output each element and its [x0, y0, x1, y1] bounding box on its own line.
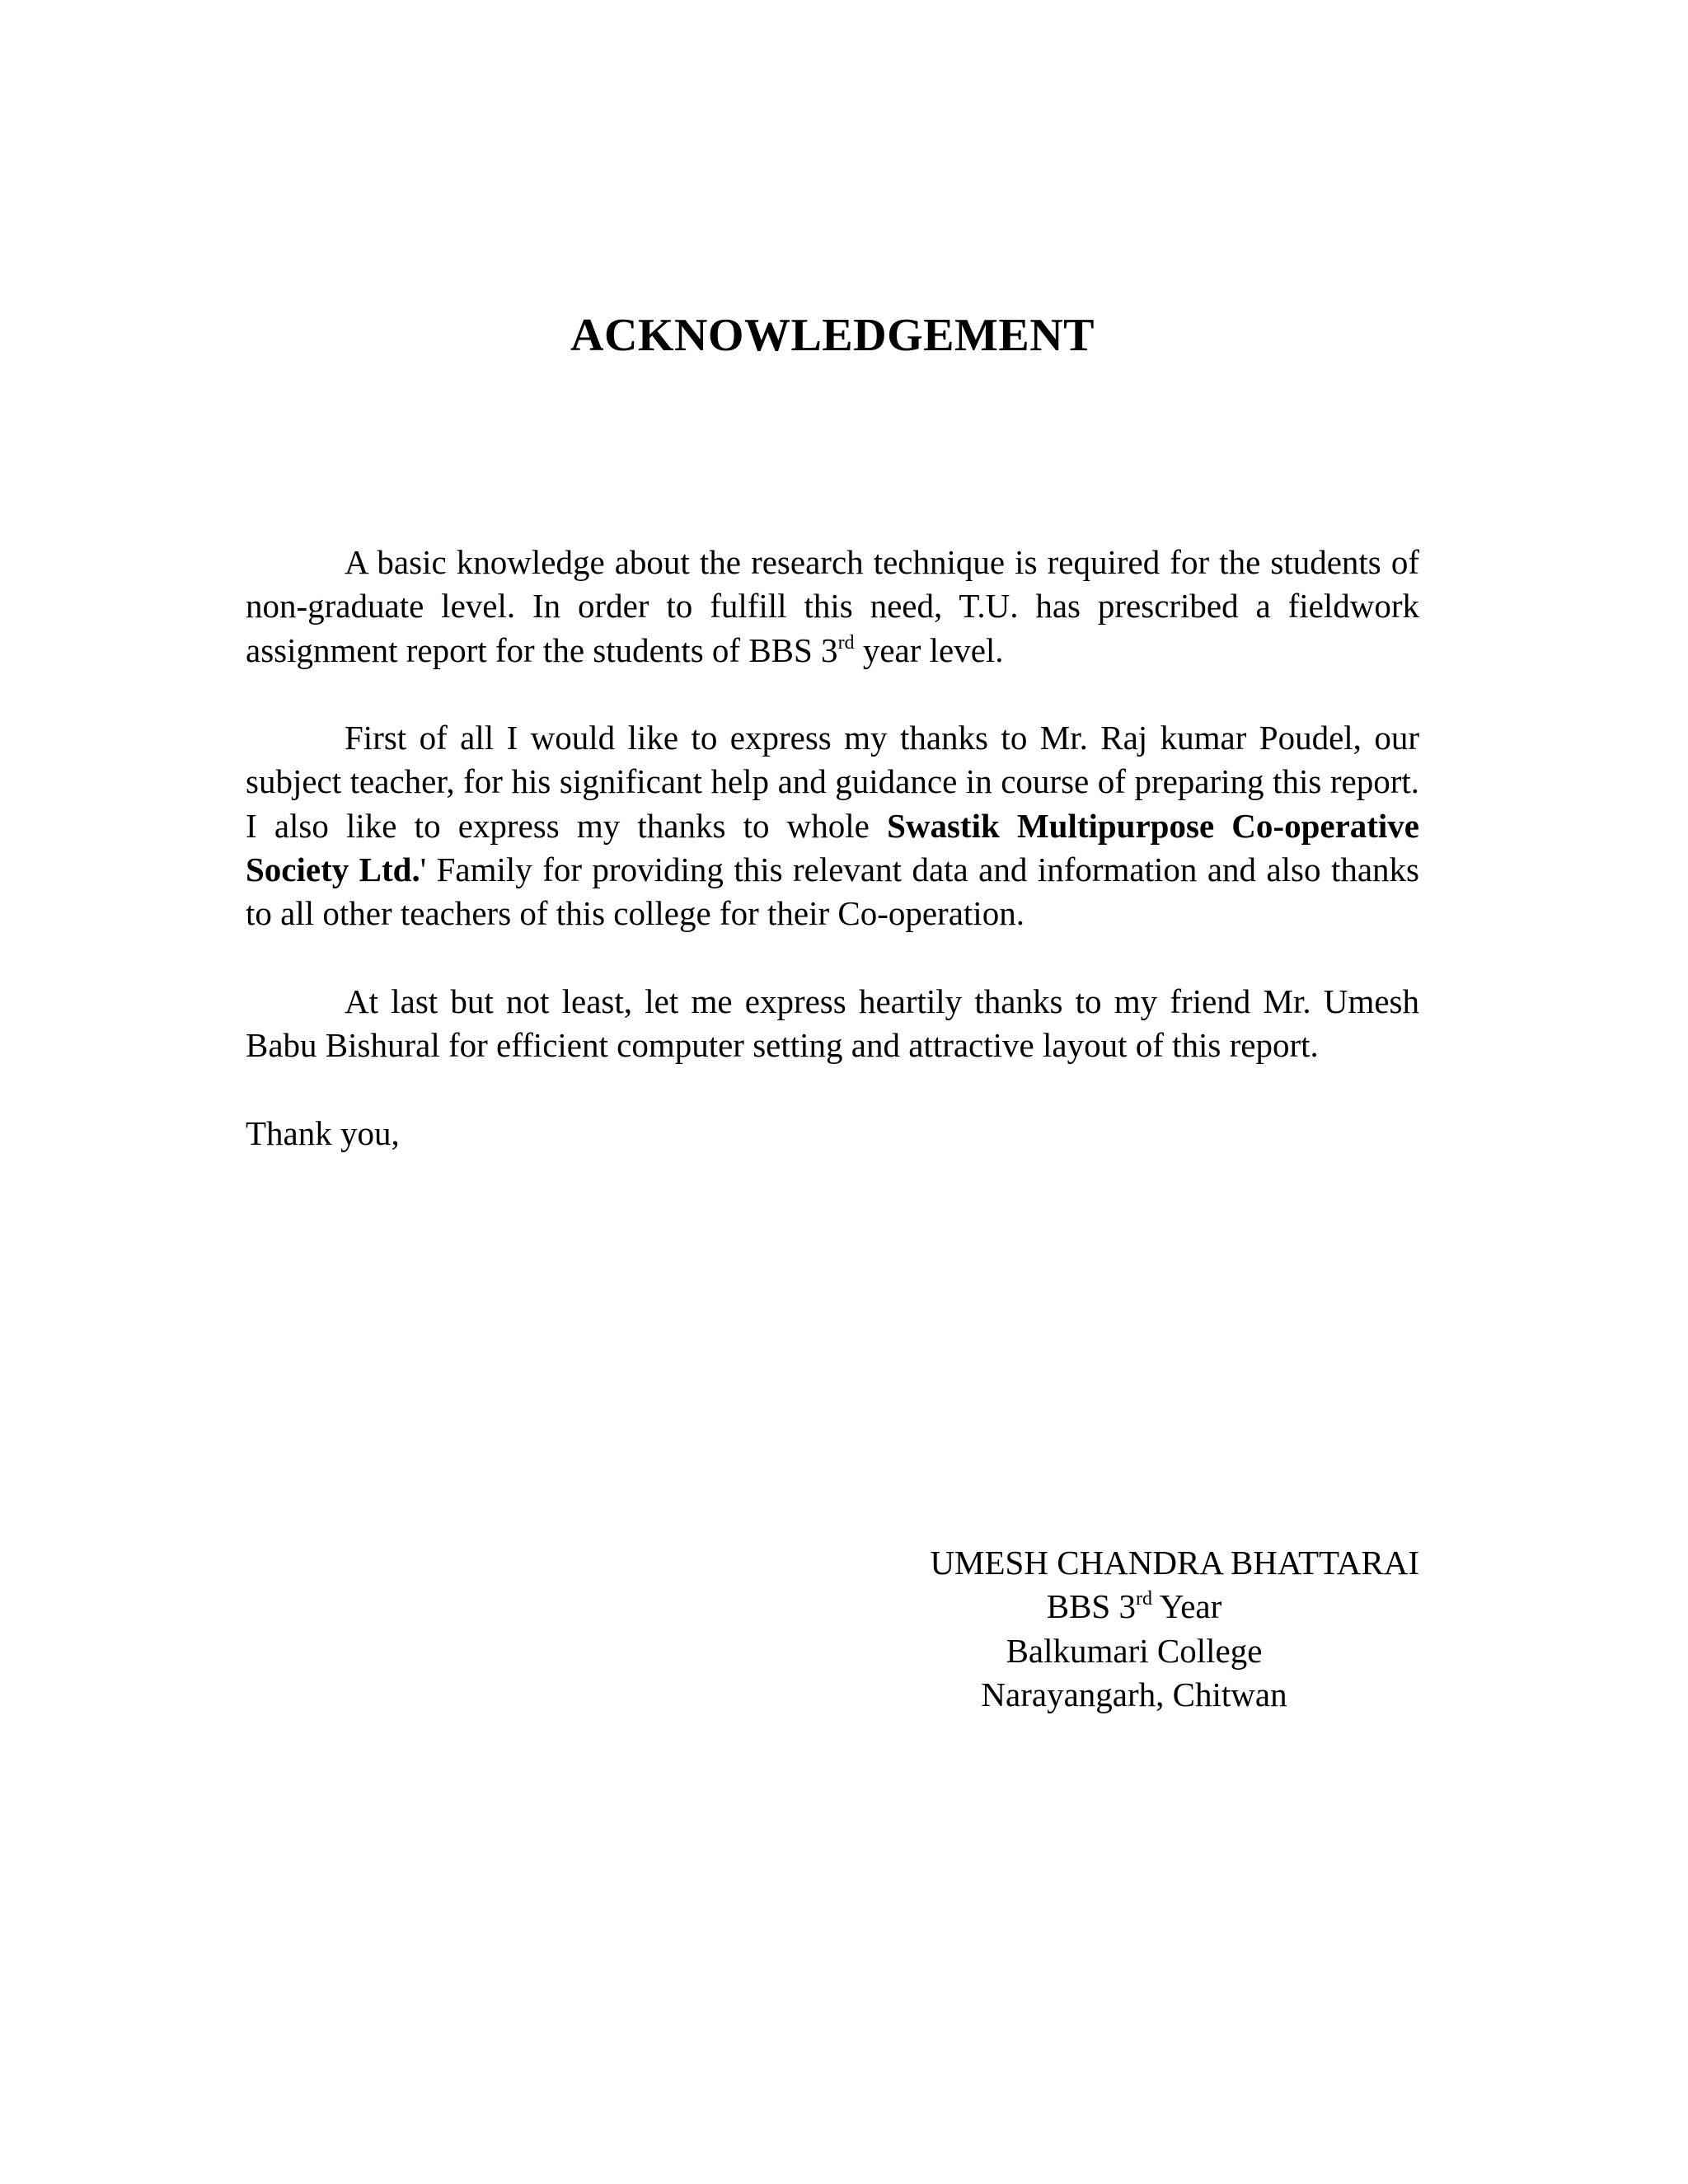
paragraph-thanks-text-end: ' Family for providing this relevant data and information and also thanks to all other teachers of this college for their Co-operation. — [246, 851, 1420, 933]
paragraph-thanks-text: First of all I would like to express my thanks to Mr. Raj kumar Poudel, our subject teacher, for his significant help and guidance in course of preparing this report. I also like to express my thanks to whole — [246, 719, 1419, 845]
author-name: UMESH CHANDRA BHATTARAI — [930, 1544, 1419, 1582]
author-year-prefix: BBS 3 — [1046, 1587, 1136, 1626]
paragraph-intro-text: A basic knowledge about the research technique is required for the students of non-graduate level. In order to fulfill this need, T.U. has prescribed a fieldwork assignment report for the students of BBS 3 — [246, 543, 1419, 669]
paragraph-thanks — [246, 716, 1419, 935]
author-year — [824, 1585, 1419, 1629]
ordinal-suffix: rd — [837, 631, 855, 654]
page-title: ACKNOWLEDGEMENT — [570, 310, 1095, 361]
author-year-ordinal: rd — [1135, 1588, 1152, 1610]
organization-name: Swastik Multipurpose Co-operative Society Ltd. — [246, 806, 1420, 889]
acknowledgement-body — [246, 541, 1419, 1199]
author-location: Narayangarh, Chitwan — [981, 1675, 1287, 1713]
signature-block — [824, 1541, 1419, 1717]
author-year-suffix: Year — [1151, 1587, 1222, 1626]
author-college: Balkumari College — [1006, 1631, 1263, 1670]
paragraph-final: At last but not least, let me express heartily thanks to my friend Mr. Umesh Babu Bishural for efficient computer setting and attractive layout of this report. — [246, 982, 1419, 1065]
paragraph-intro-text-end: year level. — [854, 630, 1004, 669]
paragraph-intro — [246, 541, 1419, 673]
closing-line: Thank you, — [246, 1113, 400, 1152]
